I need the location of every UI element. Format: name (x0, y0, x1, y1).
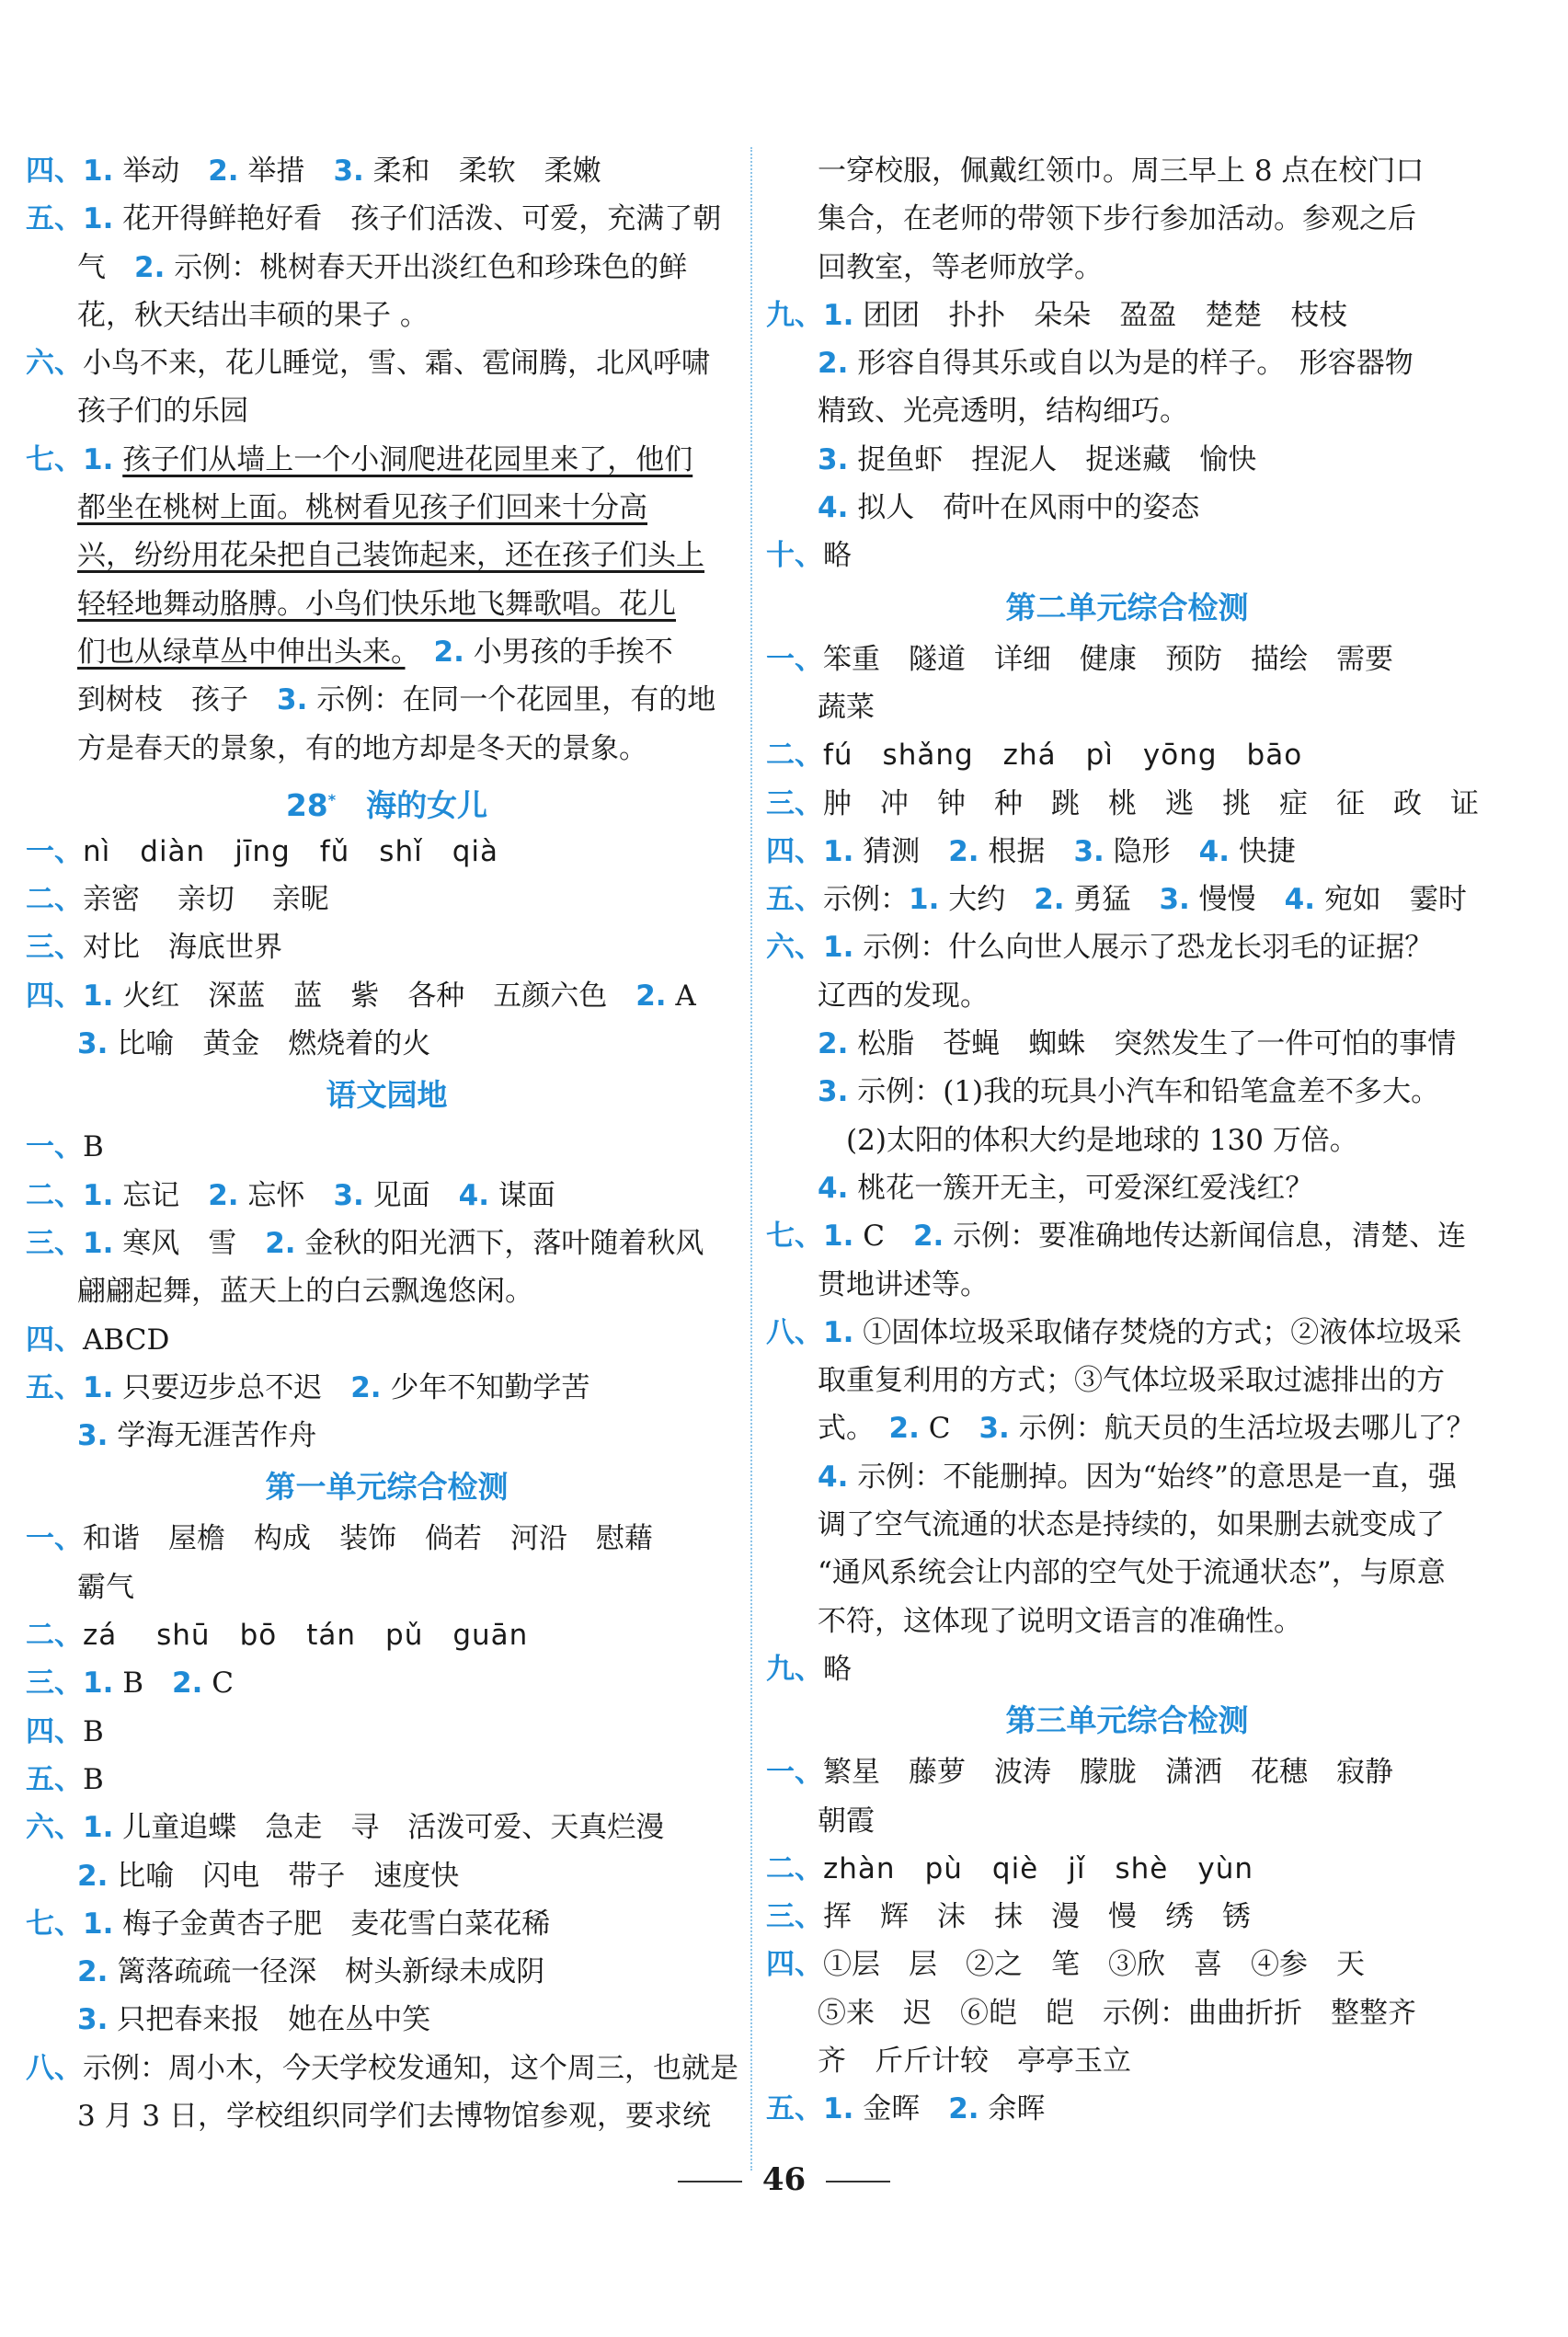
answer-line: 九、略 (766, 1652, 852, 1686)
footer-rule-right (826, 2181, 890, 2182)
answer-line: 一、nì diàn jīng fǔ shǐ qià (26, 834, 499, 868)
answer-line: 回教室，等老师放学。 (818, 250, 1103, 284)
answer-line: 三、肿 冲 钟 种 跳 桃 逃 挑 症 征 政 证 (766, 786, 1479, 820)
page-number: 46 (761, 2161, 807, 2198)
answer-line: 二、1. 忘记 2. 忘怀 3. 见面 4. 谋面 (26, 1178, 555, 1212)
question-label: 七、 (26, 442, 83, 476)
answer-line: 蔬菜 (818, 690, 875, 724)
answer-line: 都坐在桃树上面。桃树看见孩子们回来十分高 (77, 491, 647, 525)
answer-line: 四、1. 猜测 2. 根据 3. 隐形 4. 快捷 (766, 834, 1296, 868)
answer-line: 六、1. 儿童追蝶 急走 寻 活泼可爱、天真烂漫 (26, 1811, 665, 1845)
answer-line: 4. 桃花一簇开无主，可爱深红爱浅红？ (818, 1171, 1314, 1205)
question-label: 十、 (766, 539, 823, 573)
question-label: 五、 (26, 1370, 83, 1404)
answer-line: 四、1. 举动 2. 举措 3. 柔和 柔软 柔嫩 (26, 155, 601, 188)
question-label: 九、 (766, 1652, 823, 1686)
answer-line: 2. 形容自得其乐或自以为是的样子。 形容器物 (818, 347, 1413, 381)
column-divider (750, 147, 752, 2171)
question-label: 一、 (766, 1756, 823, 1790)
answer-line: 式。 2. C 3. 示例：航天员的生活垃圾去哪儿了？ (818, 1412, 1475, 1446)
left-column (26, 147, 748, 2140)
question-label: 七、 (766, 1220, 823, 1254)
answer-line: “通风系统会让内部的空气处于流通状态”，与原意 (818, 1556, 1446, 1590)
question-label: 一、 (26, 834, 83, 868)
question-label: 三、 (26, 1667, 83, 1701)
question-label: 二、 (26, 1178, 83, 1212)
answer-line: 贯地讲述等。 (818, 1267, 989, 1301)
answer-line: 五、1. 花开得鲜艳好看 孩子们活泼、可爱，充满了朝 (26, 202, 722, 236)
answer-line: 2. 松脂 苍蝇 蜘蛛 突然发生了一件可怕的事情 (818, 1027, 1457, 1061)
answer-line: 4. 示例：不能删掉。因为“始终”的意思是一直，强 (818, 1460, 1457, 1494)
question-label: 三、 (766, 786, 823, 820)
answer-line: 方是春天的景象，有的地方却是冬天的景象。 (77, 731, 647, 765)
answer-line: 七、1. 孩子们从墙上一个小洞爬进花园里来了，他们 (26, 442, 693, 476)
answer-line: 一、B (26, 1130, 104, 1164)
question-label: 二、 (26, 1619, 83, 1653)
answer-line: 精致、光亮透明，结构细巧。 (818, 395, 1188, 429)
answer-line: 轻轻地舞动胳膊。小鸟们快乐地飞舞歌唱。花儿 (77, 587, 676, 621)
answer-line: 四、B (26, 1714, 104, 1748)
answer-line: 集合，在老师的带领下步行参加活动。参观之后 (818, 202, 1416, 236)
question-label: 四、 (26, 155, 83, 188)
answer-line: 3. 学海无涯苦作舟 (77, 1419, 317, 1453)
answer-line: 3 月 3 日，学校组织同学们去博物馆参观，要求统 (77, 2099, 712, 2133)
right-column (766, 147, 1488, 2134)
answer-line: 八、示例：周小木，今天学校发通知，这个周三，也就是 (26, 2051, 738, 2085)
answer-line: 二、fú shǎng zhá pì yōng bāo (766, 739, 1303, 773)
answer-line: 3. 捉鱼虾 捏泥人 捉迷藏 愉快 (818, 442, 1257, 476)
answer-line: 4. 拟人 荷叶在风雨中的姿态 (818, 491, 1200, 525)
question-label: 四、 (766, 834, 823, 868)
question-label: 二、 (766, 1851, 823, 1885)
answer-line: 二、zhàn pù qiè jǐ shè yùn (766, 1851, 1253, 1885)
question-label: 七、 (26, 1907, 83, 1941)
answer-line: 三、1. B 2. C (26, 1667, 234, 1701)
question-label: 四、 (766, 1948, 823, 1982)
answer-line: 五、示例：1. 大约 2. 勇猛 3. 慢慢 4. 宛如 霎时 (766, 883, 1467, 917)
answer-line: 四、ABCD (26, 1323, 170, 1357)
question-label: 五、 (26, 1762, 83, 1796)
question-label: 五、 (766, 2092, 823, 2126)
answer-line: 三、对比 海底世界 (26, 931, 282, 965)
answer-line: 们也从绿草丛中伸出头来。 2. 小男孩的手挨不 (77, 635, 673, 669)
answer-line: 六、小鸟不来，花儿睡觉，雪、霜、雹闹腾，北风呼啸 (26, 347, 710, 381)
answer-line: 一、和谐 屋檐 构成 装饰 倘若 河沿 慰藉 (26, 1522, 653, 1556)
question-label: 九、 (766, 298, 823, 332)
answer-line: 一、繁星 藤萝 波涛 朦胧 潇洒 花穗 寂静 (766, 1756, 1393, 1790)
answer-line: 三、1. 寒风 雪 2. 金秋的阳光洒下，落叶随着秋风 (26, 1226, 704, 1260)
answer-line: 朝霞 (818, 1804, 875, 1838)
answer-line: 2. 篱落疏疏一径深 树头新绿未成阴 (77, 1955, 545, 1989)
answer-line: 3. 示例：(1)我的玩具小汽车和铅笔盒差不多大。 (818, 1075, 1440, 1109)
question-label: 五、 (26, 202, 83, 236)
question-label: 八、 (26, 2051, 83, 2085)
answer-line: 二、亲密 亲切 亲昵 (26, 883, 329, 917)
answer-line: 四、1. 火红 深蓝 蓝 紫 各种 五颜六色 2. A (26, 979, 696, 1013)
question-label: 一、 (26, 1522, 83, 1556)
answer-line: 翩翩起舞，蓝天上的白云飘逸悠闲。 (77, 1275, 533, 1309)
question-label: 五、 (766, 883, 823, 917)
question-label: 三、 (26, 931, 83, 965)
answer-line: 五、1. 只要迈步总不迟 2. 少年不知勤学苦 (26, 1370, 590, 1404)
answer-line: 不符，这体现了说明文语言的准确性。 (818, 1604, 1302, 1638)
question-label: 六、 (26, 347, 83, 381)
answer-line: 调了空气流通的状态是持续的，如果删去就变成了 (818, 1508, 1445, 1542)
answer-line: 六、1. 示例：什么向世人展示了恐龙长羽毛的证据？ (766, 931, 1434, 965)
question-label: 二、 (766, 739, 823, 773)
answer-line: 2. 比喻 闪电 带子 速度快 (77, 1859, 460, 1893)
question-label: 四、 (26, 979, 83, 1013)
answer-line: 气 2. 示例：桃树春天开出淡红色和珍珠色的鲜 (77, 250, 688, 284)
answer-line: 3. 比喻 黄金 燃烧着的火 (77, 1027, 431, 1061)
section-title: 语文园地 (326, 1077, 448, 1114)
question-label: 四、 (26, 1714, 83, 1748)
answer-line: 辽西的发现。 (818, 979, 989, 1013)
footer-rule-left (678, 2181, 742, 2182)
answer-line: ⑤来 迟 ⑥皑 皑 示例：曲曲折折 整整齐 (818, 1996, 1416, 2030)
answer-line: 五、1. 金晖 2. 余晖 (766, 2092, 1046, 2126)
section-title: 第一单元综合检测 (265, 1469, 509, 1506)
answer-line: 孩子们的乐园 (77, 395, 248, 429)
answer-line: 3. 只把春来报 她在丛中笑 (77, 2003, 431, 2037)
question-label: 三、 (26, 1226, 83, 1260)
answer-line: 齐 斤斤计较 亭亭玉立 (818, 2044, 1131, 2078)
answer-line: 七、1. C 2. 示例：要准确地传达新闻信息，清楚、连 (766, 1220, 1467, 1254)
answer-line: 四、①层 层 ②之 笔 ③欣 喜 ④参 天 (766, 1948, 1365, 1982)
answer-line: 二、zá shū bō tán pǔ guān (26, 1619, 529, 1653)
page-footer (0, 2161, 1568, 2198)
answer-line: 九、1. 团团 扑扑 朵朵 盈盈 楚楚 枝枝 (766, 298, 1348, 332)
section-title: 第三单元综合检测 (1005, 1702, 1249, 1739)
answer-line: 十、略 (766, 539, 852, 573)
question-label: 三、 (766, 1900, 823, 1934)
answer-line: 八、1. ①固体垃圾采取储存焚烧的方式；②液体垃圾采 (766, 1315, 1462, 1349)
question-label: 二、 (26, 883, 83, 917)
question-label: 一、 (766, 642, 823, 676)
answer-line: 取重复利用的方式；③气体垃圾采取过滤排出的方 (818, 1364, 1445, 1398)
question-label: 一、 (26, 1130, 83, 1164)
question-label: 六、 (766, 931, 823, 965)
answer-line: 到树枝 孩子 3. 示例：在同一个花园里，有的地 (77, 683, 716, 717)
answer-line: 三、挥 辉 沫 抹 漫 慢 绣 锈 (766, 1900, 1251, 1934)
answer-line: 霸气 (77, 1570, 134, 1604)
answer-line: 一、笨重 隧道 详细 健康 预防 描绘 需要 (766, 642, 1393, 676)
section-title: 28* 海的女儿 (285, 786, 488, 823)
question-label: 六、 (26, 1811, 83, 1845)
answer-line: 一穿校服，佩戴红领巾。周三早上 8 点在校门口 (818, 155, 1425, 188)
answer-line: 七、1. 梅子金黄杏子肥 麦花雪白菜花稀 (26, 1907, 551, 1941)
section-title: 第二单元综合检测 (1005, 589, 1249, 625)
answer-line: 五、B (26, 1762, 104, 1796)
question-label: 四、 (26, 1323, 83, 1357)
answer-line: (2)太阳的体积大约是地球的 130 万倍。 (818, 1123, 1358, 1157)
answer-line: 兴，纷纷用花朵把自己装饰起来，还在孩子们头上 (77, 539, 704, 573)
answer-line: 花，秋天结出丰硕的果子 。 (77, 298, 429, 332)
question-label: 八、 (766, 1315, 823, 1349)
